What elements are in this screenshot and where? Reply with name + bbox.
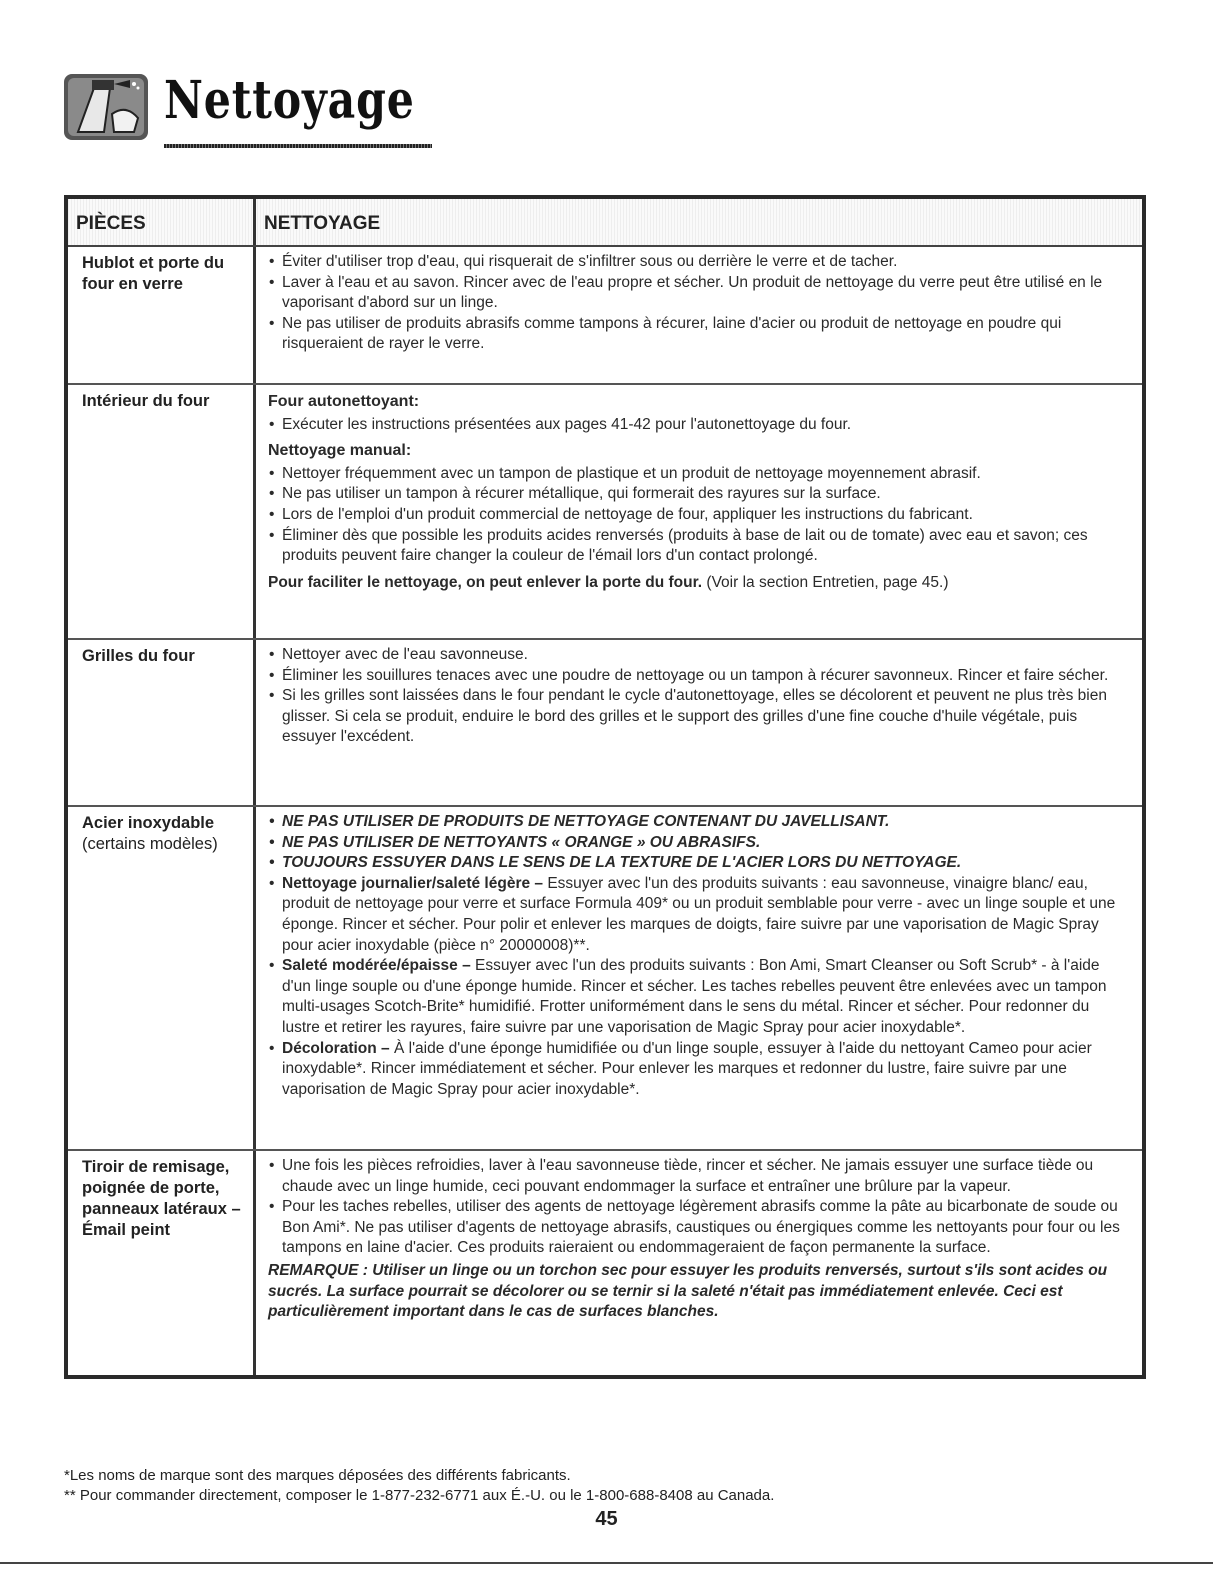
footnote: ** Pour commander directement, composer le 1-877-232-6771 aux É.-U. ou le 1-800-688-8408 au Canada. (64, 1487, 775, 1504)
subheading: Four autonettoyant: (268, 393, 420, 410)
page-header (64, 68, 484, 158)
part-name: Hublot et porte du four en verre (68, 247, 256, 383)
cleaning-spray-icon (64, 74, 148, 140)
warning-item: • NE PAS UTILISER DE NETTOYANTS « ORANGE » OU ABRASIFS. (282, 833, 1130, 854)
footnote: *Les noms de marque sont des marques déposées des différents fabricants. (64, 1467, 571, 1484)
title-underline (164, 144, 432, 148)
part-note: (certains modèles) (82, 835, 218, 853)
part-name: Tiroir de remisage, poignée de porte, panneaux latéraux – Émail peint (68, 1151, 256, 1375)
part-name: Acier inoxydable (82, 814, 215, 832)
list-item (282, 956, 1130, 1038)
list-item: • Exécuter les instructions présentées aux pages 41-42 pour l'autonettoyage du four. (282, 415, 1130, 436)
warning-item: • NE PAS UTILISER DE PRODUITS DE NETTOYAGE CONTENANT DU JAVELLISANT. (282, 812, 1130, 833)
list-item: • Éviter d'utiliser trop d'eau, qui risquerait de s'infiltrer sous ou derrière le verre et de tacher. (282, 252, 1130, 273)
table-header (68, 199, 1142, 247)
door-removal-ref: (Voir la section Entretien, page 45.) (706, 573, 949, 591)
table-row (68, 1151, 1142, 1375)
table-row (68, 807, 1142, 1151)
door-removal-note: Pour faciliter le nettoyage, on peut enlever la porte du four. (268, 573, 703, 591)
list-item: • Éliminer les souillures tenaces avec une poudre de nettoyage ou un tampon à récurer savonneux. Rincer et faire sécher. (282, 666, 1130, 687)
table-row (68, 247, 1142, 385)
item-lead: Nettoyage journalier/saleté légère – (282, 874, 544, 892)
list-item: • Nettoyer avec de l'eau savonneuse. (282, 645, 1130, 666)
header-cleaning: NETTOYAGE (264, 213, 381, 234)
list-item: • Laver à l'eau et au savon. Rincer avec de l'eau propre et sécher. Un produit de nettoyage du verre peut être utilisé en le vaporisant d'abord sur un linge. (282, 273, 1130, 314)
subheading: Nettoyage manual: (268, 442, 412, 460)
list-item (282, 874, 1130, 956)
list-item: • Ne pas utiliser un tampon à récurer métallique, qui formerait des rayures sur la surface. (282, 484, 1130, 505)
list-item: • Une fois les pièces refroidies, laver à l'eau savonneuse tiède, rincer et sécher. Ne jamais essuyer une surface tiède ou chaude avec un linge humide, ceci pouvant endommager la surface et entraîner une brûlure par la vapeur. (282, 1156, 1130, 1197)
table-row (68, 385, 1142, 640)
item-text: Essuyer avec l'un des produits suivants : eau savonneuse, vinaigre blanc/ eau, produit de nettoyage pour verre et surface Formula 409* ou un produit semblable pour verre - avec un linge souple et une éponge. Rincer et sécher. Pour polir et enlever les marques de doigts, faire suivre par une vaporisation de Magic Spray pour acier inoxydable (pièce n° 20000008)**. (282, 874, 1116, 954)
page-number: 45 (595, 1508, 618, 1530)
item-text: Essuyer avec l'un des produits suivants : Bon Ami, Smart Cleanser ou Soft Scrub* - à l'aide d'un linge souple ou d'une éponge humide. Rincer et sécher. Les taches rebelles peuvent être enlevées avec un tampon multi-usages Scotch-Brite* humidifié. Frotter uniformément dans le sens du métal. Rincer et sécher. Pour redonner du lustre et retirer les rayures, faire suivre par une vaporisation de Magic Spray pour acier inoxydable*. (282, 957, 1107, 1036)
item-lead: Saleté modérée/épaisse – (282, 957, 471, 975)
cleaning-table (64, 195, 1146, 1379)
list-item: • Lors de l'emploi d'un produit commercial de nettoyage de four, appliquer les instructions du fabricant. (282, 505, 1130, 526)
remark-note: REMARQUE : Utiliser un linge ou un torchon sec pour essuyer les produits renversés, surtout s'ils sont acides ou sucrés. La surface pourrait se décolorer ou se ternir si la saleté n'était pas immédiatement enlevée. Ceci est particulièrement important dans le cas de surfaces blanches. (268, 1261, 1108, 1321)
page-title: Nettoyage (164, 70, 415, 131)
bottom-rule (0, 1562, 1213, 1564)
table-row (68, 640, 1142, 807)
list-item: • Ne pas utiliser de produits abrasifs comme tampons à récurer, laine d'acier ou produit de nettoyage en poudre qui risqueraient de rayer le verre. (282, 314, 1130, 355)
warning-item: • TOUJOURS ESSUYER DANS LE SENS DE LA TEXTURE DE L'ACIER LORS DU NETTOYAGE. (282, 853, 1130, 874)
list-item: • Éliminer dès que possible les produits acides renversés (produits à base de lait ou de tomate) avec eau et savon; ces produits peuvent faire changer la couleur de l'émail lors d'un contact prolongé. (282, 526, 1130, 567)
item-lead: Décoloration – (282, 1039, 390, 1057)
item-text: À l'aide d'une éponge humidifiée ou d'un linge souple, essuyer à l'aide du nettoyant Cameo pour acier inoxydable*. Rincer immédiatement et sécher. Pour enlever les marques et redonner du lustre, faire suivre par une vaporisation de Magic Spray pour acier inoxydable*. (282, 1039, 1092, 1098)
part-name: Grilles du four (68, 640, 256, 805)
footnotes (64, 1466, 774, 1506)
list-item: • Si les grilles sont laissées dans le four pendant le cycle d'autonettoyage, elles se décolorent et peuvent ne plus très bien glisser. Si cela se produit, enduire le bord des grilles et le support des grilles d'une fine couche d'huile végétale, puis essuyer l'excédent. (282, 686, 1130, 748)
part-name: Intérieur du four (68, 385, 256, 638)
list-item: • Pour les taches rebelles, utiliser des agents de nettoyage légèrement abrasifs comme la pâte au bicarbonate de soude ou Bon Ami*. Ne pas utiliser d'agents de nettoyage abrasifs, caustiques ou énergiques comme les nettoyants pour four ou les tampons en laine d'acier. Ces produits raieraient ou endommageraient de façon permanente la surface. (282, 1197, 1130, 1259)
header-parts: PIÈCES (68, 199, 256, 245)
list-item (282, 1039, 1130, 1101)
list-item: • Nettoyer fréquemment avec un tampon de plastique et un produit de nettoyage moyennement abrasif. (282, 464, 1130, 485)
